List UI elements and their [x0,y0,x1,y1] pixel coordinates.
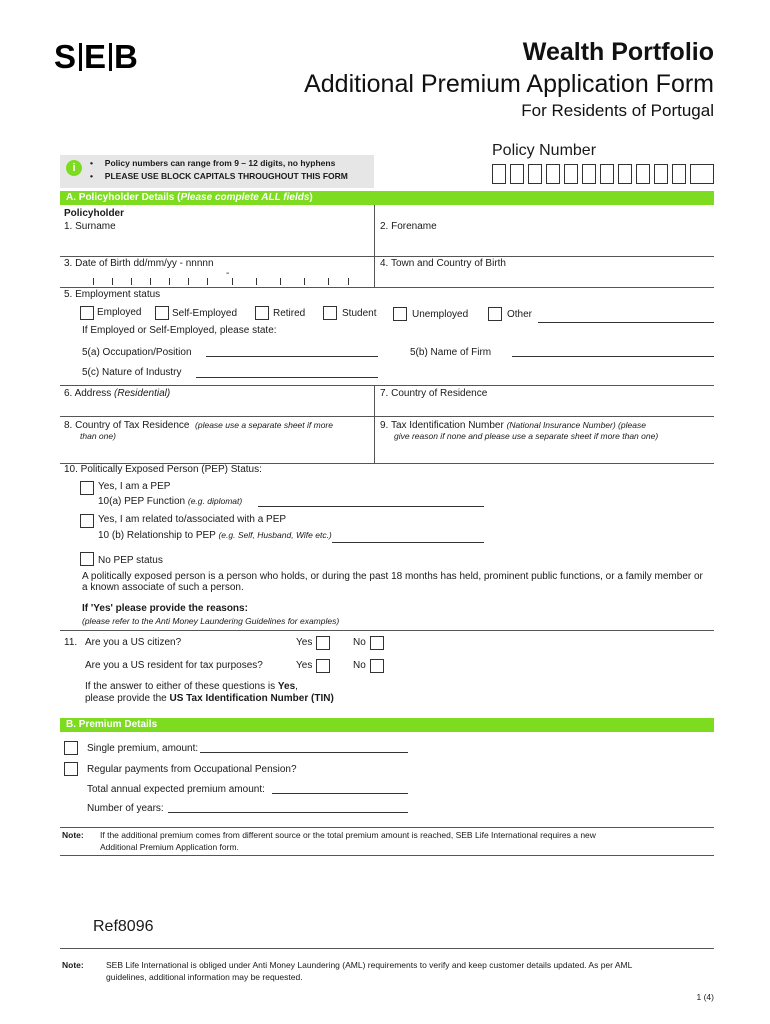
page-title: Wealth Portfolio [522,38,714,66]
info-bullet-2: • PLEASE USE BLOCK CAPITALS THROUGHOUT THIS FORM [90,171,348,181]
tin-label: 9. Tax Identification Number (National Insurance Number) (please [380,420,646,431]
us-resident-yes-label: Yes [296,660,313,671]
q11-number: 11. [64,637,78,648]
pep-none-label: No PEP status [98,555,163,566]
pep-function-input[interactable] [258,506,484,507]
info-bullet-1: • Policy numbers can range from 9 – 12 digits, no hyphens [90,158,336,168]
pep-related-label: Yes, I am related to/associated with a PEP [98,514,287,525]
us-resident-label: Are you a US resident for tax purposes? [85,660,263,671]
section-b-note: If the additional premium comes from different source or the total premium amount is reached, SEB Life International requires a new Additional Premium Application form. [100,830,596,852]
employed-checkbox[interactable] [80,306,94,320]
pep-status-label: 10. Politically Exposed Person (PEP) Status: [64,464,262,475]
forename-input[interactable] [380,232,710,254]
student-checkbox[interactable] [323,306,337,320]
pep-related-checkbox[interactable] [80,514,94,528]
info-icon: i [66,160,82,176]
self-employed-checkbox[interactable] [155,306,169,320]
other-checkbox[interactable] [488,307,502,321]
industry-input[interactable] [196,377,378,378]
seb-logo: S E B [54,38,139,75]
unemployed-label: Unemployed [412,309,469,320]
if-employed-label: If Employed or Self-Employed, please state: [82,325,277,336]
town-country-birth-label: 4. Town and Country of Birth [380,258,506,269]
total-premium-label: Total annual expected premium amount: [87,784,265,795]
country-residence-label: 7. Country of Residence [380,388,488,399]
page-number: 1 (4) [696,992,714,1002]
section-b-header: B. Premium Details [60,718,714,732]
us-citizen-no-label: No [353,637,366,648]
tax-residence-label: 8. Country of Tax Residence (please use a separate sheet if more [64,420,333,431]
pep-yes-label: Yes, I am a PEP [98,481,171,492]
pep-yes-checkbox[interactable] [80,481,94,495]
tin-note: give reason if none and please use a separate sheet if more than one) [394,431,659,441]
firm-label: 5(b) Name of Firm [410,347,492,358]
section-a-header: A. Policyholder Details (Please complete ALL fields) [60,191,714,205]
us-resident-yes-checkbox[interactable] [316,659,330,673]
us-citizen-yes-label: Yes [296,637,313,648]
occupation-input[interactable] [206,356,378,357]
reference-code: Ref8096 [93,918,154,935]
occupation-label: 5(a) Occupation/Position [82,347,192,358]
self-employed-label: Self-Employed [172,308,238,319]
address-input[interactable] [64,400,372,414]
other-input[interactable] [538,322,714,323]
footer-note-label: Note: [62,960,84,970]
total-premium-input[interactable] [272,793,408,794]
tax-residence-note: than one) [80,431,116,441]
industry-label: 5(c) Nature of Industry [82,367,182,378]
us-citizen-yes-checkbox[interactable] [316,636,330,650]
single-premium-input[interactable] [200,752,408,753]
policy-number-label: Policy Number [492,142,597,159]
forename-label: 2. Forename [380,221,437,232]
unemployed-checkbox[interactable] [393,307,407,321]
us-resident-no-label: No [353,660,366,671]
pep-relationship-label: 10 (b) Relationship to PEP (e.g. Self, Husband, Wife etc.) [98,530,332,541]
retired-label: Retired [273,308,306,319]
section-b-note-label: Note: [62,830,84,840]
retired-checkbox[interactable] [255,306,269,320]
firm-input[interactable] [512,356,714,357]
student-label: Student [342,308,377,319]
pep-definition: A politically exposed person is a person who holds, or during the past 18 months has held, prominent public functions, or a family member or a known associate of such a person. [82,571,703,593]
regular-payments-checkbox[interactable] [64,762,78,776]
other-label: Other [507,309,533,320]
pep-relationship-input[interactable] [332,542,484,543]
dob-dash: - [226,268,230,279]
us-citizen-label: Are you a US citizen? [85,637,182,648]
number-of-years-label: Number of years: [87,803,164,814]
single-premium-checkbox[interactable] [64,741,78,755]
single-premium-label: Single premium, amount: [87,743,199,754]
town-country-birth-input[interactable] [380,270,710,286]
footer-note: SEB Life International is obliged under Anti Money Laundering (AML) requirements to verify and keep customer details updated. As per AML guidelines, additional information may be requested. [106,960,633,982]
us-citizen-no-checkbox[interactable] [370,636,384,650]
regular-payments-label: Regular payments from Occupational Pension? [87,764,297,775]
us-resident-no-checkbox[interactable] [370,659,384,673]
if-yes-note: (please refer to the Anti Money Laundering Guidelines for examples) [82,616,340,626]
if-yes-label: If 'Yes' please provide the reasons: [82,603,248,614]
us-answer-line1: If the answer to either of these questions is Yes, [85,681,298,692]
pep-function-label: 10(a) PEP Function (e.g. diplomat) [98,496,243,507]
form-subtitle: Additional Premium Application Form [304,70,714,98]
dob-label: 3. Date of Birth dd/mm/yy - nnnnn [64,258,214,269]
surname-label: 1. Surname [64,221,116,232]
pep-none-checkbox[interactable] [80,552,94,566]
residency-label: For Residents of Portugal [521,101,714,120]
us-answer-line2: please provide the US Tax Identification Number (TIN) [85,693,334,704]
policyholder-label: Policyholder [64,208,125,219]
employed-label: Employed [97,307,142,318]
address-label: 6. Address (Residential) [64,388,171,399]
country-residence-input[interactable] [380,400,710,414]
employment-status-label: 5. Employment status [64,289,161,300]
surname-input[interactable] [64,232,372,254]
number-of-years-input[interactable] [168,812,408,813]
